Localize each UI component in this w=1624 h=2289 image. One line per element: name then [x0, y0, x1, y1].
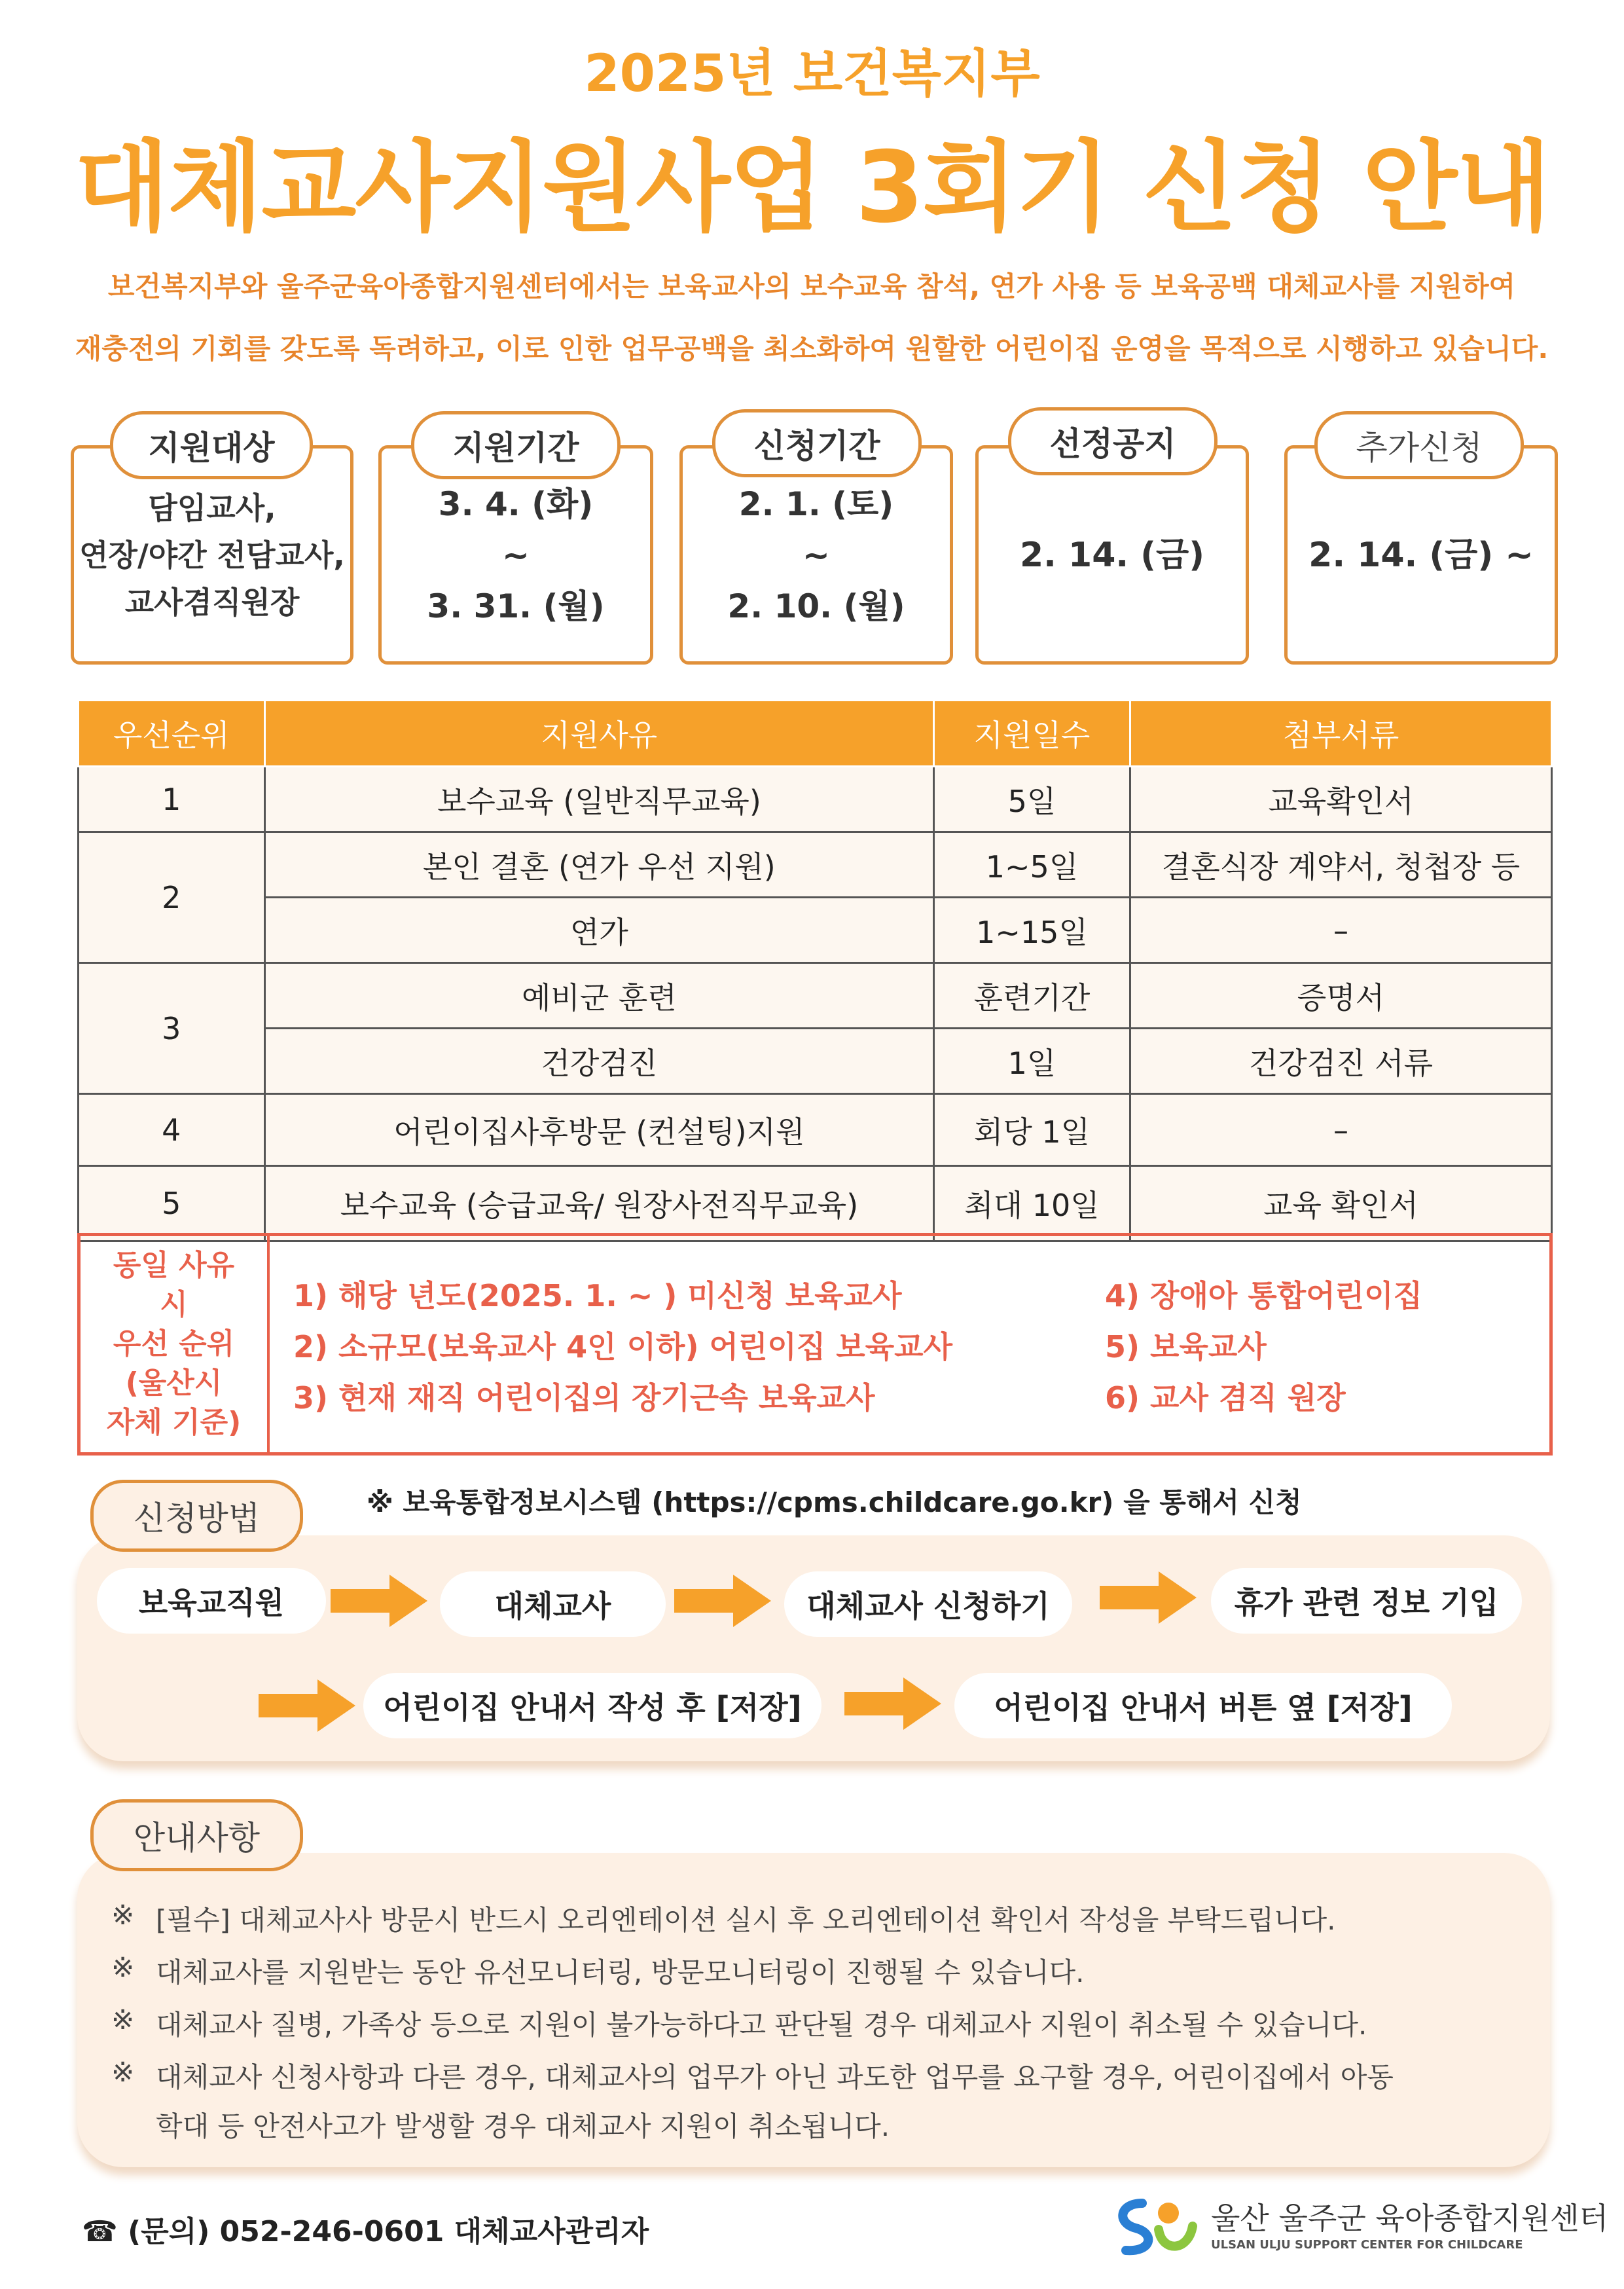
table-cell-days: 1~15일 [934, 898, 1130, 963]
org-name-en: ULSAN ULJU SUPPORT CENTER FOR CHILDCARE [1211, 2238, 1523, 2252]
priority-label [81, 1236, 270, 1452]
notice-item [111, 1899, 1336, 1938]
table-cell-docs: 교육확인서 [1130, 767, 1551, 832]
info-box-period-line: 3. 4. (화) [438, 485, 594, 523]
table-cell-reason: 예비군 훈련 [264, 963, 934, 1029]
tag-selection: 선정공지 [1008, 407, 1218, 475]
table-row [79, 1029, 1552, 1094]
table-row [79, 767, 1552, 832]
priority-item: 4) 장애아 통합어린이집 [1105, 1278, 1422, 1313]
table-cell-rank: 1 [79, 767, 265, 832]
step-save-guide: 어린이집 안내서 버튼 옆 [저장] [954, 1673, 1452, 1738]
arrow-right-icon [1100, 1571, 1198, 1624]
table-cell-reason: 보수교육 (승급교육/ 원장사전직무교육) [264, 1166, 934, 1241]
table-header: 지원일수 [934, 701, 1130, 767]
arrow-right-icon [331, 1575, 429, 1627]
priority-item: 3) 현재 재직 어린이집의 장기근속 보육교사 [293, 1380, 875, 1416]
info-box-additional-line: 2. 14. (금) ~ [1308, 535, 1534, 575]
info-box-target-line: 연장/야간 전담교사, [79, 537, 345, 573]
info-box-apply-line: 2. 10. (월) [727, 587, 905, 625]
notice-text: 대체교사를 지원받는 동안 유선모니터링, 방문모니터링이 진행될 수 있습니다. [156, 1956, 1085, 1988]
intro-line-1: 보건복지부와 울주군육아종합지원센터에서는 보육교사의 보수교육 참석, 연가 사용 등 보육공백 대체교사를 지원하여 [107, 270, 1516, 302]
notice-marker: ※ [111, 2056, 135, 2088]
notice-marker: ※ [111, 1951, 135, 1983]
tag-notice: 안내사항 [90, 1799, 303, 1871]
notice-item [111, 2056, 1394, 2095]
intro-line-2: 재충전의 기회를 갖도록 독려하고, 이로 인한 업무공백을 최소화하여 원할한 어린이집 운영을 목적으로 시행하고 있습니다. [75, 333, 1549, 365]
info-box-apply-line: 2. 1. (토) [738, 485, 894, 523]
table-cell-rank: 4 [79, 1094, 265, 1166]
priority-label-line: 자체 기준) [106, 1406, 242, 1439]
table-cell-reason: 연가 [264, 898, 934, 963]
step-substitute-teacher: 대체교사 [440, 1571, 666, 1637]
notice-item [111, 1951, 1084, 1990]
table-cell-rank: 2 [79, 832, 265, 963]
table-cell-days: 1일 [934, 1029, 1130, 1094]
table-cell-days: 5일 [934, 767, 1130, 832]
priority-label-line: 동일 사유 [113, 1249, 235, 1282]
table-cell-docs: 건강검진 서류 [1130, 1029, 1551, 1094]
info-box-apply-period [679, 445, 953, 665]
step-apply-substitute: 대체교사 신청하기 [784, 1571, 1072, 1637]
table-row [79, 1166, 1552, 1241]
info-box-target-line: 교사겸직원장 [124, 584, 300, 620]
table-row [79, 963, 1552, 1029]
table-header: 우선순위 [79, 701, 265, 767]
table-cell-reason: 건강검진 [264, 1029, 934, 1094]
apply-note: ※ 보육통합정보시스템 (https://cpms.childcare.go.kr) 을 통해서 신청 [367, 1486, 1302, 1518]
info-box-target-line: 담임교사, [148, 490, 276, 526]
priority-item: 5) 보육교사 [1105, 1329, 1267, 1364]
table-row [79, 832, 1552, 898]
tag-additional: 추가신청 [1314, 411, 1524, 479]
info-box-selection [975, 445, 1249, 665]
table-cell-docs: 결혼식장 계약서, 청첩장 등 [1130, 832, 1551, 898]
tag-period: 지원기간 [411, 411, 621, 479]
info-box-period-line: 3. 31. (월) [427, 587, 605, 625]
table-cell-docs: 증명서 [1130, 963, 1551, 1029]
table-cell-rank: 5 [79, 1166, 265, 1241]
notice-item [111, 2004, 1367, 2043]
tag-apply-period: 신청기간 [712, 409, 922, 477]
arrow-right-icon [844, 1677, 943, 1730]
arrow-right-icon [674, 1575, 772, 1627]
table-cell-days: 1~5일 [934, 832, 1130, 898]
priority-item: 6) 교사 겸직 원장 [1105, 1380, 1346, 1416]
table-row [79, 898, 1552, 963]
notice-text: 대체교사 신청사항과 다른 경우, 대체교사의 업무가 아닌 과도한 업무를 요구할 경우, 어린이집에서 아동 [156, 2061, 1394, 2093]
notice-marker: ※ [111, 2004, 135, 2036]
priority-item: 1) 해당 년도(2025. 1. ~ ) 미신청 보육교사 [293, 1278, 902, 1313]
page-subtitle: 2025년 보건복지부 [584, 45, 1040, 103]
table-cell-days: 최대 10일 [934, 1166, 1130, 1241]
step-childcare-staff: 보육교직원 [97, 1568, 326, 1634]
support-table [77, 699, 1553, 1242]
table-cell-reason: 어린이집사후방문 (컨설팅)지원 [264, 1094, 934, 1166]
org-name: 울산 울주군 육아종합지원센터 [1211, 2201, 1608, 2236]
table-cell-reason: 보수교육 (일반직무교육) [264, 767, 934, 832]
notice-text: 학대 등 안전사고가 발생할 경우 대체교사 지원이 취소됩니다. [156, 2110, 890, 2142]
table-cell-days: 회당 1일 [934, 1094, 1130, 1166]
table-header: 지원사유 [264, 701, 934, 767]
table-cell-days: 훈련기간 [934, 963, 1130, 1029]
notice-item [111, 2105, 890, 2144]
info-box-selection-line: 2. 14. (금) [1019, 535, 1205, 575]
contact-info: ☎ (문의) 052-246-0601 대체교사관리자 [82, 2215, 649, 2248]
notice-text: 대체교사 질병, 가족상 등으로 지원이 불가능하다고 판단될 경우 대체교사 지원이 취소될 수 있습니다. [156, 2009, 1367, 2041]
priority-item: 2) 소규모(보육교사 4인 이하) 어린이집 보육교사 [293, 1329, 953, 1364]
step-write-guide: 어린이집 안내서 작성 후 [저장] [363, 1673, 821, 1738]
table-cell-docs: – [1130, 898, 1551, 963]
priority-label-line: 시 [160, 1288, 188, 1321]
tag-apply-method: 신청방법 [90, 1480, 303, 1552]
table-cell-docs: – [1130, 1094, 1551, 1166]
info-box-period-line: ~ [502, 536, 530, 574]
step-leave-info: 휴가 관련 정보 기입 [1211, 1568, 1522, 1634]
table-cell-docs: 교육 확인서 [1130, 1166, 1551, 1241]
tag-target: 지원대상 [110, 411, 313, 479]
priority-label-line: 우선 순위 [113, 1327, 235, 1361]
page-title: 대체교사지원사업 3회기 신청 안내 [74, 131, 1550, 245]
table-cell-reason: 본인 결혼 (연가 우선 지원) [264, 832, 934, 898]
notice-marker: ※ [111, 1899, 135, 1931]
table-row [79, 1094, 1552, 1166]
info-box-apply-line: ~ [803, 536, 830, 574]
arrow-right-icon [259, 1679, 357, 1732]
notice-text: [필수] 대체교사사 방문시 반드시 오리엔테이션 실시 후 오리엔테이션 확인서 작성을 부탁드립니다. [156, 1904, 1336, 1936]
priority-label-line: (울산시 [125, 1366, 223, 1400]
priority-box [77, 1233, 1553, 1456]
table-header: 첨부서류 [1130, 701, 1551, 767]
table-cell-rank: 3 [79, 963, 265, 1094]
org-logo-icon [1106, 2190, 1204, 2262]
